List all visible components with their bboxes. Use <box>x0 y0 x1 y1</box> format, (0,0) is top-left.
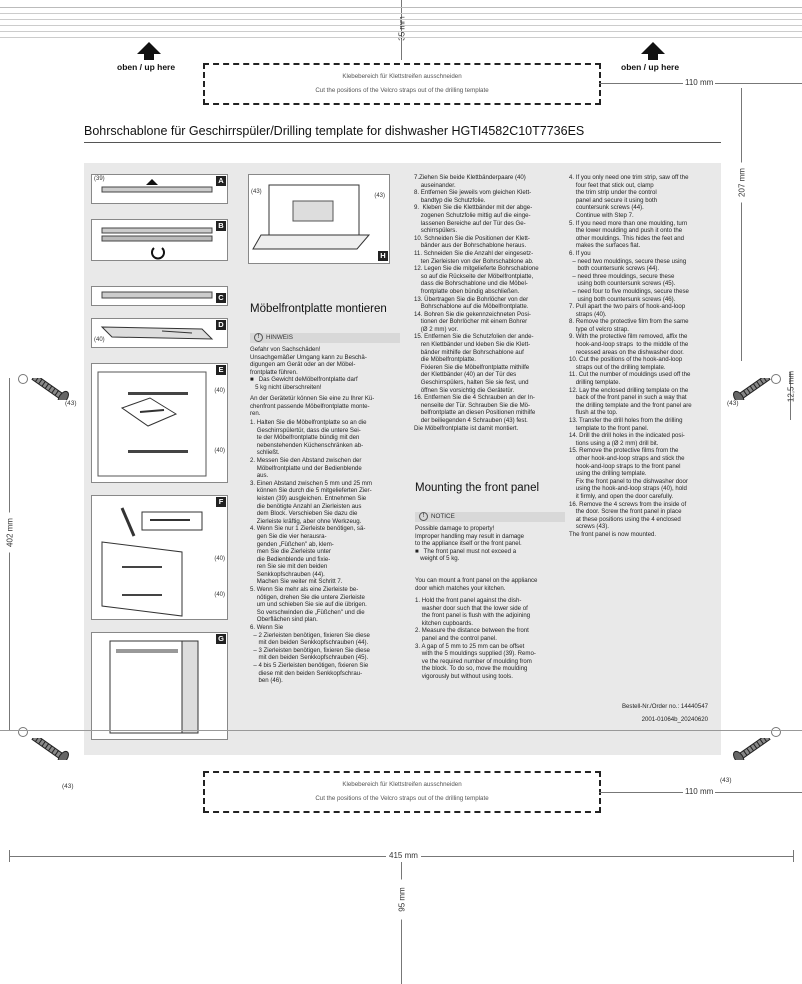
figure-f <box>91 495 228 620</box>
total-width-tick-right <box>793 850 794 862</box>
drill-target-left-bottom <box>18 727 28 737</box>
hint-icon: ! <box>254 333 263 342</box>
guide-line-bottom <box>0 730 802 731</box>
figure-d-num: (40) <box>94 337 105 343</box>
guide-line <box>0 37 802 38</box>
order-number: Bestell-Nr./Order no.: 14440547 <box>621 703 708 710</box>
velcro-bottom-text-en: Cut the positions of the Velcro straps out of the drilling template <box>315 795 489 802</box>
guide-line <box>0 31 802 32</box>
orientation-label-left: oben / up here <box>117 62 176 72</box>
screw-label: (43) <box>62 783 74 790</box>
figure-d <box>91 318 228 348</box>
guide-line <box>0 7 802 8</box>
figure-d-label: D <box>216 320 226 330</box>
document-code: 2001-01064b_20240620 <box>641 716 708 723</box>
german-steps-2: 7.Ziehen Sie beide Klettbänderpaare (40) auseinander. 8. Entfernen Sie jeweils vom gleichen Klett- bandtyp die Schutzfolie. 9. Kleben Sie die Klettbänder mit der abge- zogenen Schutzfolie mittig auf die einge- lassenen Bereiche auf der Tür des Ge- schirrspülers. 10. Schneiden Sie die Positionen der Klett- bänder aus der Bohrschablone heraus. 11. Schneiden Sie die Anzahl der eingesetz- ten Zierleisten von der Bohrschablone ab. 12. Legen Sie die mitgelieferte Bohrschablone so auf die Rückseite der Möbelfrontplatte, dass die Bohrschablone und die Möbel- frontplatte oben bündig abschließen. 13. Übertragen Sie die Bohrlöcher von der Bohrschablone auf die Möbelfrontplatte. 14. Bohren Sie die gekennzeichneten Posi- tionen der Bohrlöcher mit einem Bohrer (Ø 2 mm) vor. 15. Entfernen Sie die Schutzfolien der ande- ren Klettbänder und kleben Sie die Klett- bänder mithilfe der Bohrschablone auf die Möbelfrontplatte. Fixieren Sie die Möbelfrontplatte mithilfe der Klettbänder (40) an der Tür des Geschirrspülers, halten Sie sie fest, und öffnen Sie vorsichtig die Gerätetür. 16. Entfernen Sie die 4 Schrauben an der In- nenseite der Tür. Schrauben Sie die Mö- belfrontplatte an diesen Positionen mithilfe der beiliegenden 4 Schrauben (43) fest. Die Möbelfrontplatte ist damit montiert. <box>414 174 539 432</box>
figure-e-label: E <box>216 365 226 375</box>
english-warning: Possible damage to property! Improper handling may result in damage to the appliance itself or the front panel. ■ The front panel must not exceed a weight of 5 kg. <box>415 525 525 563</box>
left-height-label: 402 mm <box>6 513 15 553</box>
german-steps-1: 1. Halten Sie die Möbelfrontplatte so an die Geschirrspülertür, dass die untere Sei- te der Möbelfrontplatte bündig mit den nebenstehenden Küchenschränken ab- schließt. 2. Messen Sie den Abstand zwischen der Möbelfrontplatte und der Bedienblende aus. 3. Einen Abstand zwischen 5 mm und 25 mm können Sie durch die 5 mitgelieferten Zier- leisten (39) ausgleichen. Entnehmen Sie die benötigte Anzahl an Zierleisten aus dem Block. Verschieben Sie dazu die Zierleiste kräftig, aber ohne Werkzeug. 4. Wenn Sie nur 1 Zierleiste benötigen, sä- gen Sie die vier herausra- genden „Füßchen" ab, klem- men Sie die Zierleiste unter die Bedienblende und fixie- ren Sie sie mit den beiden Senkkopfschrauben (44). Machen Sie weiter mit Schritt 7. 5. Wenn Sie mehr als eine Zierleiste be- nötigen, drehen Sie die untere Zierleiste um und schieben Sie sie auf die übrigen. So verschwinden die „Füßchen" und die Oberflächen sind plan. 6. Wenn Sie – 2 Zierleisten benötigen, fixieren Sie diese mit den beiden Senkkopfschrauben (44). – 3 Zierleisten benötigen, fixieren Sie diese mit den beiden Senkkopfschrauben (45). – 4 bis 5 Zierleisten benötigen, fixieren Sie diese mit den beiden Senkkopfschrau- ben (46). <box>250 419 372 685</box>
velcro-cut-area-bottom <box>203 771 601 813</box>
german-heading: Möbelfrontplatte montieren <box>250 303 387 315</box>
screw-icon-right-bottom <box>726 738 776 760</box>
notice-icon: ! <box>419 512 428 521</box>
figure-g <box>91 632 228 740</box>
page-title: Bohrschablone für Geschirrspüler/Drilling template for dishwasher HGTI4582C10T7736ES <box>84 124 585 138</box>
guide-line <box>0 19 802 20</box>
screw-icon-left-bottom <box>26 738 76 760</box>
figure-h <box>248 174 390 264</box>
german-warning: Gefahr von Sachschäden! Unsachgemäßer Umgang kann zu Beschä- digungen am Gerät oder an der Möbel- frontplatte führen. ■ Das Gewicht deMöbelfrontplatte darf 5 kg nicht überschreiten! <box>250 346 367 391</box>
velcro-text-de: Klebebereich für Klettstreifen ausschneiden <box>342 73 462 80</box>
figure-f-num-2: (40) <box>214 592 225 598</box>
screw-icon-right-top <box>726 378 776 400</box>
title-rule <box>84 142 721 143</box>
hint-label: HINWEIS <box>266 334 293 342</box>
screw-icon-left-top <box>26 378 76 400</box>
figure-a-num: (39) <box>94 176 105 182</box>
figure-e-num-1: (40) <box>214 388 225 394</box>
figure-e <box>91 363 228 483</box>
figure-g-label: G <box>216 634 226 644</box>
velcro-cut-area-top <box>203 63 601 105</box>
figure-f-num-1: (40) <box>214 556 225 562</box>
orientation-label-right: oben / up here <box>621 62 680 72</box>
notice-label: NOTICE <box>431 513 455 521</box>
right-height-label: 207 mm <box>738 163 747 203</box>
side-offset-top-label: 110 mm <box>685 78 714 87</box>
figure-c <box>91 286 228 306</box>
figure-b <box>91 219 228 261</box>
hint-bar <box>250 333 400 343</box>
right-height-line <box>741 88 742 361</box>
figure-h-num-1: (43) <box>251 189 262 195</box>
figure-a-label: A <box>216 176 226 186</box>
total-width-tick-left <box>9 850 10 862</box>
english-steps-2: 4. If you only need one trim strip, saw off the four feet that stick out, clamp the trim strip under the control panel and secure it using both countersunk screws (44). Continue with Step 7. 5. If you need more than one moulding, turn the lower moulding and push it onto the other mouldings. This hides the feet and makes the surfaces flat. 6. If you – need two mouldings, secure these using both countersunk screws (44). – need three mouldings, secure these using both countersunk screws (45). – need four to five mouldings, secure these using both countersunk screws (46). 7. Pull apart the two pairs of hook-and-loop straps (40). 8. Remove the protective film from the same type of velcro strap. 9. With the protective film removed, affix the hook-and-loop straps to the middle of the recessed areas on the dishwasher door. 10. Cut the positions of the hook-and-loop straps out of the drilling template. 11. Cut the number of mouldings used off the drilling template. 12. Lay the enclosed drilling template on the back of the front panel in such a way that the drilling template and the front panel are flush at the top. 13. Transfer the drill holes from the drilling template to the front panel. 14. Drill the drill holes in the indicated posi- tions using a (Ø 2 mm) drill bit. 15. Remove the protective films from the other hook-and-loop straps and stick the hook-and-loop straps to the front panel using the drilling template. Fix the front panel to the dishwasher door using the hook-and-loop straps (40), hold it firmly, and open the door carefully. 16. Remove the 4 screws from the inside of the door. Screw the front panel in place at these positions using the 4 enclosed screws (43). The front panel is now mounted. <box>569 174 692 538</box>
screw-label: (43) <box>720 777 732 784</box>
up-arrow-stem-right <box>648 53 658 60</box>
english-steps-1: 1. Hold the front panel against the dish- washer door such that the lower side of the front panel is flush with the adjoining kitchen cupboards. 2. Measure the distance between the front panel and the control panel. 3. A gap of 5 mm to 25 mm can be offset with the 5 mouldings supplied (39). Remo- ve the required number of moulding from the block. To do so, move the moulding vigorously but without using tools. <box>415 597 536 680</box>
guide-line <box>0 13 802 14</box>
velcro-text-en: Cut the positions of the Velcro straps out of the drilling template <box>315 87 489 94</box>
bottom-offset-label: 95 mm <box>398 880 407 920</box>
velcro-bottom-text-de: Klebebereich für Klettstreifen ausschneiden <box>342 781 462 788</box>
figure-h-num-2: (43) <box>374 193 385 199</box>
figure-a <box>91 174 228 204</box>
side-offset-bottom-label: 110 mm <box>685 787 714 796</box>
left-height-line <box>9 378 10 730</box>
screw-label: (43) <box>65 400 77 407</box>
english-heading: Mounting the front panel <box>415 482 540 494</box>
figure-f-label: F <box>216 497 226 507</box>
figure-e-num-2: (40) <box>214 448 225 454</box>
drill-target-right-bottom <box>771 727 781 737</box>
top-offset-label: 35 mm <box>397 16 407 41</box>
german-intro: An der Gerätetür können Sie eine zu Ihrer Kü- chenfront passende Möbelfrontplatte monte- ren. <box>250 395 375 418</box>
english-intro: You can mount a front panel on the appliance door which matches your kitchen. <box>415 577 538 592</box>
guide-line <box>0 25 802 26</box>
notice-bar <box>415 512 565 522</box>
total-width-label: 415 mm <box>386 851 421 860</box>
figure-h-label: H <box>378 251 388 261</box>
figure-b-label: B <box>216 221 226 231</box>
screw-label: (43) <box>727 400 739 407</box>
figure-c-label: C <box>216 293 226 303</box>
up-arrow-stem-left <box>144 53 154 60</box>
screw-spacing-label: 12,5 mm <box>786 370 796 403</box>
